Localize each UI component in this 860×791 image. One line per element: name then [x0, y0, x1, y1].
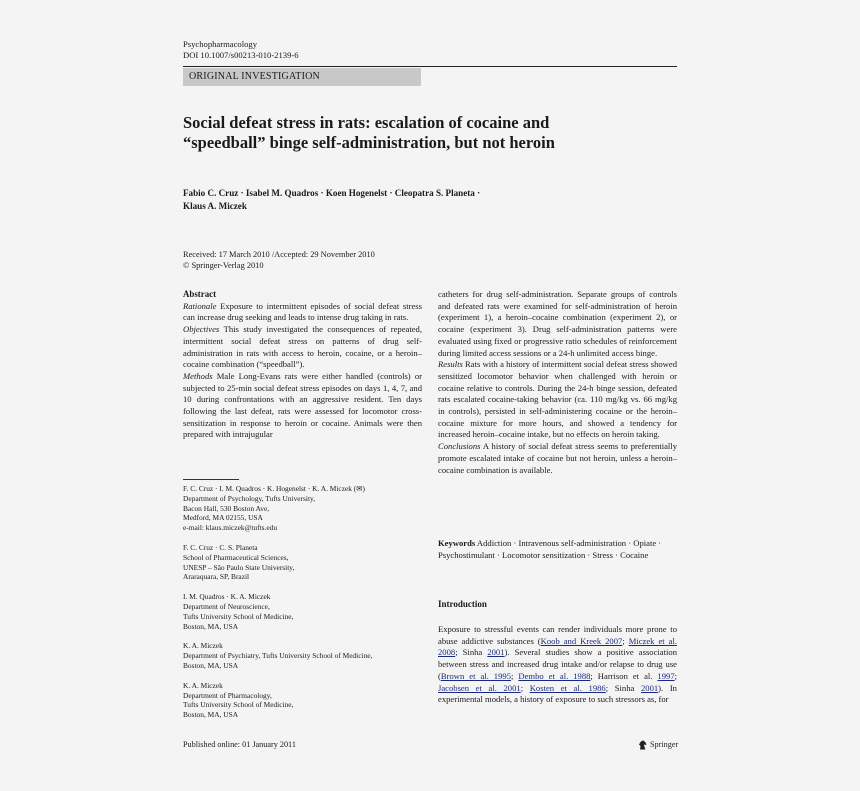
keywords-text: Addiction · Intravenous self-administration · Opiate · Psychostimulant · Locomotor sensitization · Stress · Cocaine — [438, 538, 662, 561]
introduction-text — [438, 624, 677, 706]
received-accepted-dates: Received: 17 March 2010 /Accepted: 29 November 2010 — [183, 250, 375, 259]
abstract-conclusions — [438, 441, 677, 476]
citation-link[interactable]: 2001 — [487, 647, 505, 658]
affiliation-line: UNESP – São Paulo State University, — [183, 562, 295, 572]
methods-label: Methods — [183, 370, 213, 381]
citation-link[interactable]: 2001 — [640, 682, 659, 693]
conclusions-text: A history of social defeat stress seems to preferentially promote escalated intake of cocaine but not heroin, unless a heroin–cocaine combination is available. — [438, 441, 677, 475]
results-text: Rats with a history of intermittent social defeat stress showed sensitized locomotor behavior when challenged with heroin or cocaine relative to controls. During the 24-h binge session, defeated rats escalated cocaine-taking behavior (ca. 110 mg/kg vs. 66 mg/kg in controls), persisted in self-administering cocaine or the heroin–cocaine mixture for more hours, and showed a tendency for increased heroin–cocaine intake, but no effects on heroin taking. — [438, 359, 677, 440]
affiliation-line: School of Pharmaceutical Sciences, — [183, 552, 289, 562]
affiliation-line: e-mail: klaus.miczek@tufts.edu — [183, 523, 278, 533]
article-title: Social defeat stress in rats: escalation of cocaine and “speedball” binge self-administration, but not heroin — [183, 113, 555, 152]
rationale-text: Exposure to intermittent episodes of social defeat stress can increase drug seeking and leads to intense drug taking in rats. — [183, 300, 422, 323]
intro-text: Exposure to stressful events can render individuals more prone to abuse addictive substances ( — [438, 624, 677, 646]
affiliation-line: F. C. Cruz · I. M. Quadros · K. Hogenelst · K. A. Miczek (✉) — [183, 484, 365, 493]
affiliation-line: Boston, MA, USA — [183, 621, 239, 631]
affiliation-rule — [183, 479, 239, 480]
section-tag: ORIGINAL INVESTIGATION — [183, 68, 421, 86]
affiliation-line: K. A. Miczek — [183, 641, 223, 651]
abstract-right-column — [438, 289, 677, 476]
keywords-label: Keywords — [438, 538, 476, 548]
citation-link[interactable]: 1997 — [657, 670, 675, 681]
intro-text: ; — [674, 670, 677, 681]
article-dates — [183, 249, 375, 271]
intro-text: ; — [511, 670, 519, 681]
affiliation-line: Bacon Hall, 530 Boston Ave, — [183, 503, 270, 513]
intro-text: ). In experimental models, a history of exposure to such stressors as, for — [438, 682, 677, 705]
affiliation-block — [183, 592, 428, 631]
results-label: Results — [438, 359, 463, 370]
publisher-name: Springer — [650, 740, 679, 749]
affiliation-line: Araraquara, SP, Brazil — [183, 572, 250, 582]
abstract-results — [438, 359, 677, 441]
affiliation-line: Boston, MA, USA — [183, 710, 239, 720]
affiliation-line: Department of Psychology, Tufts University, — [183, 493, 316, 503]
author-list: Fabio C. Cruz · Isabel M. Quadros · Koen Hogenelst · Cleopatra S. Planeta · Klaus A. Miczek — [183, 188, 481, 211]
abstract-rationale — [183, 301, 422, 324]
intro-text: ; — [520, 682, 530, 693]
introduction-heading: Introduction — [438, 599, 487, 609]
published-online: Published online: 01 January 2011 — [183, 740, 296, 749]
intro-text: ; Sinha — [605, 682, 641, 693]
intro-text: ; Harrison et al. — [590, 670, 658, 681]
affiliation-line: Tufts University School of Medicine, — [183, 611, 294, 621]
citation-link[interactable]: Miczek et al. 2008 — [438, 635, 678, 658]
affiliation-line: I. M. Quadros · K. A. Miczek — [183, 592, 271, 602]
citation-link[interactable]: Koob and Kreek 2007 — [540, 635, 623, 646]
affiliation-line: Boston, MA, USA — [183, 660, 239, 670]
citation-link[interactable]: Kosten et al. 1986 — [529, 682, 606, 693]
objectives-text: This study investigated the consequences of repeated, intermittent social defeat stress on patterns of drug self-administration in rats with access to heroin, cocaine, or a heroin–cocaine combination (“speedball”). — [183, 324, 422, 370]
intro-text: ). Several studies show a positive association between stress and increased drug intake and/or relapse to drug use ( — [438, 647, 677, 681]
header-rule — [183, 66, 677, 67]
journal-name: Psychopharmacology — [183, 39, 257, 49]
methods-text: Male Long-Evans rats were either handled (controls) or subjected to 25-min social defeat stress episodes on days 1, 4, 7, and 10 during confrontations with an aggressive resident. Ten days following the last defeat, rats were assessed for locomotor cross-sensitization in response to heroin or cocaine. Animals were then prepared with intrajugular — [183, 370, 422, 440]
affiliation-block — [183, 543, 428, 582]
abstract-methods — [183, 371, 422, 441]
intro-text: ; — [622, 635, 629, 646]
affiliation-line: F. C. Cruz · C. S. Planeta — [183, 542, 258, 552]
citation-link[interactable]: Brown et al. 1995 — [440, 670, 511, 681]
abstract-objectives — [183, 324, 422, 371]
publisher-logo — [638, 739, 678, 750]
keywords — [438, 537, 677, 562]
affiliations — [183, 484, 428, 730]
conclusions-label: Conclusions — [438, 441, 481, 452]
affiliation-line: Department of Neuroscience, — [183, 601, 270, 611]
abstract-heading: Abstract — [183, 289, 217, 299]
objectives-label: Objectives — [183, 324, 220, 335]
citation-link[interactable]: Dembo et al. 1988 — [518, 670, 591, 681]
springer-knight-icon — [638, 740, 647, 750]
intro-text: ; Sinha — [455, 647, 488, 658]
abstract-left-column — [183, 289, 422, 441]
affiliation-block — [183, 484, 428, 533]
affiliation-block — [183, 681, 428, 720]
methods-continued: catheters for drug self-administration. Separate groups of controls and defeated rats were examined for self-administration of heroin (experiment 1), a heroin–cocaine combination (experiment 2), or cocaine (experiment 3). Drug self-administration patterns were evaluated using fixed or progressive ratio schedules of reinforcement during limited access sessions or a 24-h unlimited access binge. — [438, 289, 677, 358]
journal-header — [183, 39, 299, 61]
affiliation-block — [183, 641, 428, 670]
affiliation-line: Department of Psychiatry, Tufts University School of Medicine, — [183, 651, 373, 661]
journal-doi: DOI 10.1007/s00213-010-2139-6 — [183, 50, 299, 60]
citation-link[interactable]: Jacobsen et al. 2001 — [438, 682, 521, 693]
affiliation-line: K. A. Miczek — [183, 680, 223, 690]
affiliation-line: Medford, MA 02155, USA — [183, 513, 263, 523]
affiliation-line: Tufts University School of Medicine, — [183, 700, 294, 710]
copyright-line: © Springer-Verlag 2010 — [183, 261, 264, 270]
affiliation-line: Department of Pharmacology, — [183, 690, 272, 700]
rationale-label: Rationale — [183, 300, 217, 311]
